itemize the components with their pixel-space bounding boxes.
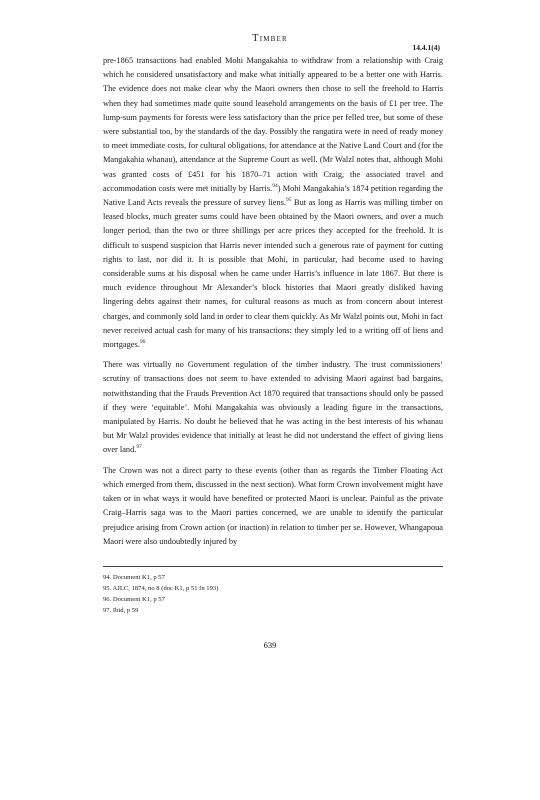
footnote: 94. Document K1, p 57 <box>103 574 165 581</box>
running-head: Timber <box>252 33 288 44</box>
footnote-divider <box>103 566 443 567</box>
footnote-ref[interactable]: 97 <box>136 444 142 451</box>
paragraph-text: The Crown was not a direct party to these events (other than as regards the Timber Floating Act which emerged from them, discussed in the next section). What form Crown involvement might have taken or in what ways it would have benefited or protected Maori is unclear. Painful as the private Craig–Harris saga was to the Maori parties concerned, we are unable to identify the particular prejudice arising from Crown action (or inaction) in relation to timber per se. However, Whangapoua Maori were also undoubtedly injured by <box>103 465 443 546</box>
paragraph-text: ) Mohi Mangakahia’s 1874 petition regarding the Native Land Acts reveals the pressure of survey liens. <box>103 183 443 208</box>
paragraph <box>103 358 443 457</box>
footnote: 95. AJLC, 1874, no 8 (doc K1, p 51 fn 193) <box>103 585 219 592</box>
footnote: 96. Document K1, p 57 <box>103 596 165 603</box>
footnotes <box>103 572 443 616</box>
paragraph <box>103 464 443 549</box>
body-text <box>103 54 443 555</box>
footnote-ref[interactable]: 94 <box>272 183 278 190</box>
paragraph <box>103 54 443 352</box>
footnote-ref[interactable]: 96 <box>139 339 146 346</box>
footnote: 97. Ibid, p 59 <box>103 607 139 614</box>
paragraph-text: There was virtually no Government regulation of the timber industry. The trust commissioners’ scrutiny of transactions does not seem to have extended to advising Maori against bad bargains, notwithstanding that the Frauds Prevention Act 1870 required that transactions should only be passed if they were ‘equitable’. Mohi Mangakahia was obviously a leading figure in the transactions, manipulated by Harris. No doubt he believed that he was acting in the best interests of his whanau but Mr Walzl provides evidence that initially at least he did not understand the effect of giving liens over land. <box>103 360 443 455</box>
footnote-ref[interactable]: 95 <box>286 197 292 204</box>
section-number: 14.4.1(4) <box>412 43 440 52</box>
paragraph-text: pre-1865 transactions had enabled Mohi Mangakahia to withdraw from a relationship with Craig which he considered unsatisfactory and make what initially appeared to be a better one with Harris. The evidence does not make clear why the Maori owners then chose to sell the freehold to Harris when they had sometimes made quite sound leasehold arrangements on the basis of £1 per tree. The lump-sum payments for forests were less satisfactory than the price per felled tree, but some of these were substantial too, by the standards of the day. Possibly the rangatira were in need of ready money to meet immediate costs, for cultural obligations, for attendance at the Native Land Court and (for the Mangakahia whanau), attendance at the Supreme Court as well. (Mr Walzl notes that, although Mohi was granted costs of £451 for his 1870–71 action with Craig, the associated travel and accommodation costs were met initially by Harris. <box>103 56 443 193</box>
page-number: 639 <box>263 640 277 650</box>
paragraph-text: But as long as Harris was milling timber on leased blocks, much greater sums could have been obtained by the Maori owners, and over a much longer period, than the two or three shillings per acre prices they accepted for the freehold. It is difficult to suspend suspicion that Harris never intended such a generous rate of payment for cutting rights to last, nor did it. It is possible that Mohi, in particular, had become used to having considerable sums at his disposal when he came under Harris’s influence in late 1867. But there is much evidence throughout Mr Alexander’s block histories that Maori greatly disliked having lingering debts against their names, for cultural reasons as much as from concern about interest charges, and commonly sold land in order to clear them quickly. As Mr Walzl points out, Mohi in fact never received actual cash for many of his transactions: they simply led to a writing off of liens and mortgages. <box>103 198 443 350</box>
